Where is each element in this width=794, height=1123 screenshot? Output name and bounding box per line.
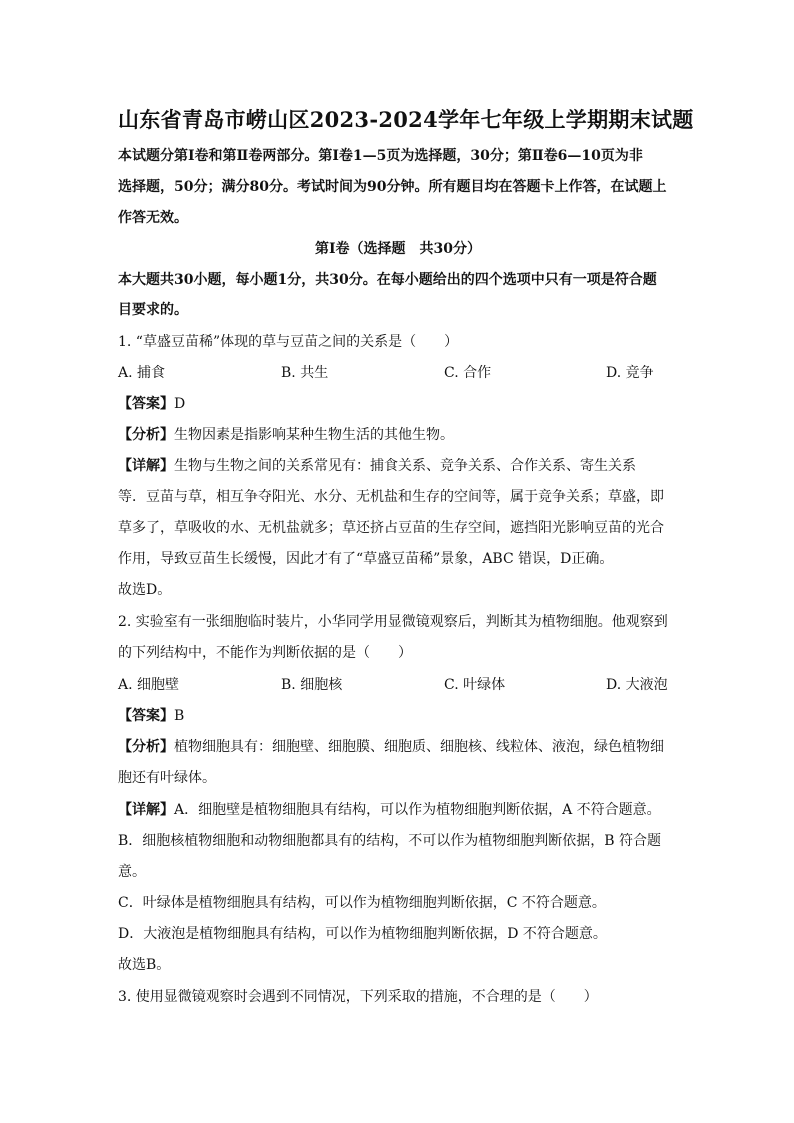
q2-option-a: A. 细胞壁	[118, 677, 180, 693]
q2-detail-b-line-2: 意。	[118, 864, 146, 880]
detail-text: A．细胞壁是植物细胞具有结构，可以作为植物细胞判断依据，A 不符合题意。	[174, 802, 661, 818]
q1-option-c: C. 合作	[444, 365, 492, 381]
q2-stem-line-1: 2. 实验室有一张细胞临时装片，小华同学用显微镜观察后，判断其为植物细胞。他观察到	[118, 614, 668, 630]
section-heading: 第Ⅰ卷（选择题 共30分）	[314, 241, 482, 257]
section-desc-line-1: 本大题共30小题，每小题1分，共30分。在每小题给出的四个选项中只有一项是符合题	[118, 272, 657, 288]
q1-answer	[118, 394, 678, 414]
q2-conclusion: 故选B。	[118, 957, 171, 973]
q2-detail-a	[118, 800, 678, 820]
q1-option-b: B. 共生	[281, 365, 329, 381]
q1-detail-line-1	[118, 456, 678, 476]
q1-detail-line-3: 草多了，草吸收的水、无机盐就多；草还挤占豆苗的生存空间，遮挡阳光影响豆苗的光合	[118, 520, 664, 536]
q2-detail-c: C．叶绿体是植物细胞具有结构，可以作为植物细胞判断依据，C 不符合题意。	[118, 895, 606, 911]
answer-value: D	[174, 396, 186, 412]
q1-option-d: D. 竞争	[606, 365, 654, 381]
answer-tag: 【答案】	[118, 708, 174, 724]
detail-tag: 【详解】	[118, 802, 174, 818]
analysis-text: 植物细胞具有：细胞壁、细胞膜、细胞质、细胞核、线粒体、液泡，绿色植物细	[174, 739, 664, 755]
q2-option-d: D. 大液泡	[606, 677, 668, 693]
page-title: 山东省青岛市崂山区2023-2024学年七年级上学期期末试题	[118, 107, 694, 132]
intro-line-2: 选择题，50分；满分80分。考试时间为90分钟。所有题目均在答题卡上作答，在试题上	[118, 179, 667, 195]
analysis-text: 生物因素是指影响某种生物生活的其他生物。	[174, 427, 454, 443]
q1-detail-line-4: 作用，导致豆苗生长缓慢，因此才有了“草盛豆苗稀”景象，ABC 错误，D正确。	[118, 551, 614, 567]
q2-stem-line-2: 的下列结构中，不能作为判断依据的是（ ）	[118, 645, 412, 661]
q2-option-c: C. 叶绿体	[444, 677, 506, 693]
q2-analysis-line-1	[118, 737, 678, 757]
q1-conclusion: 故选D。	[118, 582, 172, 598]
analysis-tag: 【分析】	[118, 739, 174, 755]
intro-line-3: 作答无效。	[118, 210, 188, 226]
q2-answer	[118, 706, 678, 726]
q2-option-b: B. 细胞核	[281, 677, 343, 693]
q2-analysis-line-2: 胞还有叶绿体。	[118, 770, 216, 786]
detail-text: 生物与生物之间的关系常见有：捕食关系、竞争关系、合作关系、寄生关系	[174, 458, 636, 474]
q1-analysis	[118, 425, 678, 445]
answer-value: B	[174, 708, 185, 724]
q2-detail-b-line-1: B．细胞核植物细胞和动物细胞都具有的结构，不可以作为植物细胞判断依据，B 符合题	[118, 833, 662, 849]
q1-option-a: A. 捕食	[118, 365, 166, 381]
q1-detail-line-2: 等．豆苗与草，相互争夺阳光、水分、无机盐和生存的空间等，属于竞争关系；草盛，即	[118, 489, 664, 505]
section-desc-line-2: 目要求的。	[118, 302, 188, 318]
q2-detail-d: D．大液泡是植物细胞具有结构，可以作为植物细胞判断依据，D 不符合题意。	[118, 926, 607, 942]
detail-tag: 【详解】	[118, 458, 174, 474]
q1-stem: 1. “草盛豆苗稀”体现的草与豆苗之间的关系是（ ）	[118, 334, 459, 350]
analysis-tag: 【分析】	[118, 427, 174, 443]
intro-line-1: 本试题分第Ⅰ卷和第Ⅱ卷两部分。第Ⅰ卷1—5页为选择题，30分；第Ⅱ卷6—10页为非	[118, 148, 643, 164]
q3-stem: 3. 使用显微镜观察时会遇到不同情况，下列采取的措施，不合理的是（ ）	[118, 989, 598, 1005]
answer-tag: 【答案】	[118, 396, 174, 412]
